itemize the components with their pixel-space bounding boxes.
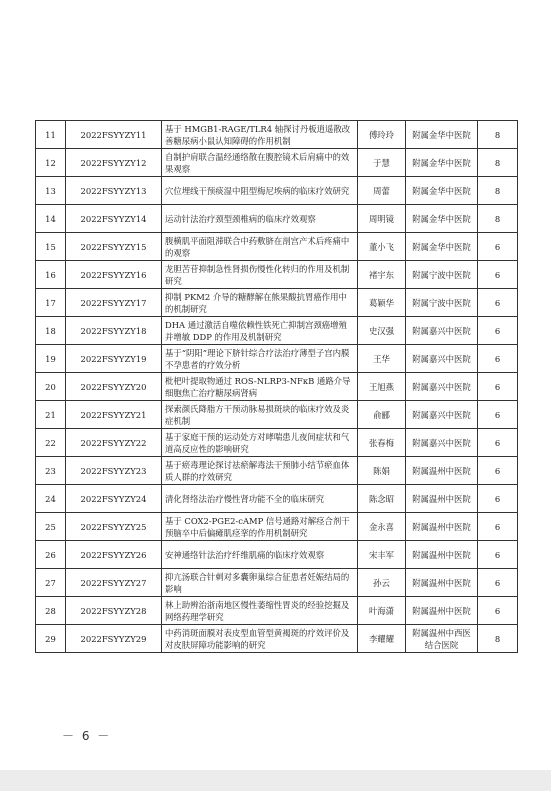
project-title: 探索颜氏降脂方干预动脉易损斑块的临床疗效及炎症机制 bbox=[162, 401, 358, 429]
row-number: 23 bbox=[36, 457, 66, 485]
funding-amount: 6 bbox=[478, 345, 518, 373]
project-title: 基于 COX2-PGE2-cAMP 信号通路对解痉合剂干预脑卒中后偏瘫肌痉挛的作用机制研究 bbox=[162, 513, 358, 541]
row-number: 24 bbox=[36, 485, 66, 513]
funding-amount: 8 bbox=[478, 625, 518, 653]
project-leader: 孙云 bbox=[358, 569, 406, 597]
project-code: 2022FSYYZY16 bbox=[66, 261, 162, 289]
table-row bbox=[36, 569, 518, 597]
funding-amount: 8 bbox=[478, 205, 518, 233]
project-leader: 宋丰军 bbox=[358, 541, 406, 569]
project-title: 抑制 PKM2 介导的糖酵解在熊果酸抗胃癌作用中的机制研究 bbox=[162, 289, 358, 317]
project-leader: 于慧 bbox=[358, 149, 406, 177]
project-code: 2022FSYYZY28 bbox=[66, 597, 162, 625]
funding-amount: 6 bbox=[478, 597, 518, 625]
row-number: 28 bbox=[36, 597, 66, 625]
affiliated-unit: 附属金华中医院 bbox=[406, 149, 478, 177]
table-row bbox=[36, 373, 518, 401]
row-number: 29 bbox=[36, 625, 66, 653]
project-code: 2022FSYYZY17 bbox=[66, 289, 162, 317]
project-code: 2022FSYYZY25 bbox=[66, 513, 162, 541]
funding-amount: 8 bbox=[478, 149, 518, 177]
row-number: 11 bbox=[36, 121, 66, 149]
project-code: 2022FSYYZY24 bbox=[66, 485, 162, 513]
project-code: 2022FSYYZY15 bbox=[66, 233, 162, 261]
funding-amount: 6 bbox=[478, 373, 518, 401]
project-code: 2022FSYYZY14 bbox=[66, 205, 162, 233]
project-code: 2022FSYYZY27 bbox=[66, 569, 162, 597]
project-code: 2022FSYYZY11 bbox=[66, 121, 162, 149]
project-code: 2022FSYYZY13 bbox=[66, 177, 162, 205]
project-leader: 张春梅 bbox=[358, 429, 406, 457]
project-code: 2022FSYYZY29 bbox=[66, 625, 162, 653]
project-code: 2022FSYYZY23 bbox=[66, 457, 162, 485]
project-leader: 陈念昭 bbox=[358, 485, 406, 513]
funding-amount: 6 bbox=[478, 401, 518, 429]
project-leader: 王旭燕 bbox=[358, 373, 406, 401]
row-number: 13 bbox=[36, 177, 66, 205]
affiliated-unit: 附属温州中医院 bbox=[406, 485, 478, 513]
project-leader: 葛颖华 bbox=[358, 289, 406, 317]
project-title: 基于家庭干预的运动处方对哮喘患儿夜间症状和气道高反应性的影响研究 bbox=[162, 429, 358, 457]
project-title: 基于瘀毒理论探讨祛瘀解毒法干预肺小结节瘀血体质人群的疗效研究 bbox=[162, 457, 358, 485]
table-row bbox=[36, 317, 518, 345]
row-number: 25 bbox=[36, 513, 66, 541]
project-code: 2022FSYYZY21 bbox=[66, 401, 162, 429]
affiliated-unit: 附属金华中医院 bbox=[406, 205, 478, 233]
project-table-body bbox=[36, 121, 518, 653]
funding-amount: 6 bbox=[478, 457, 518, 485]
table-row bbox=[36, 289, 518, 317]
funding-amount: 6 bbox=[478, 485, 518, 513]
project-leader: 王华 bbox=[358, 345, 406, 373]
affiliated-unit: 附属金华中医院 bbox=[406, 233, 478, 261]
funding-amount: 6 bbox=[478, 261, 518, 289]
project-leader: 傅玲玲 bbox=[358, 121, 406, 149]
table-row bbox=[36, 205, 518, 233]
table-row bbox=[36, 513, 518, 541]
funding-amount: 8 bbox=[478, 121, 518, 149]
project-title: 龙胆苦苷抑制急性肾损伤慢性化转归的作用及机制研究 bbox=[162, 261, 358, 289]
row-number: 12 bbox=[36, 149, 66, 177]
project-code: 2022FSYYZY18 bbox=[66, 317, 162, 345]
project-leader: 周蕾 bbox=[358, 177, 406, 205]
affiliated-unit: 附属温州中医院 bbox=[406, 541, 478, 569]
table-row bbox=[36, 485, 518, 513]
affiliated-unit: 附属宁波中医院 bbox=[406, 261, 478, 289]
funding-amount: 6 bbox=[478, 429, 518, 457]
funding-amount: 6 bbox=[478, 569, 518, 597]
table-row bbox=[36, 233, 518, 261]
project-table bbox=[35, 120, 518, 653]
project-title: 基于 HMGB1-RAGE/TLR4 轴探讨丹板逍遥散改善糖尿病小鼠认知障碍的作用机制 bbox=[162, 121, 358, 149]
project-leader: 李耀耀 bbox=[358, 625, 406, 653]
project-leader: 褚宇东 bbox=[358, 261, 406, 289]
project-code: 2022FSYYZY20 bbox=[66, 373, 162, 401]
affiliated-unit: 附属嘉兴中医院 bbox=[406, 429, 478, 457]
project-code: 2022FSYYZY12 bbox=[66, 149, 162, 177]
project-leader: 叶海潇 bbox=[358, 597, 406, 625]
funding-amount: 6 bbox=[478, 541, 518, 569]
project-leader: 陈娟 bbox=[358, 457, 406, 485]
funding-amount: 6 bbox=[478, 513, 518, 541]
table-row bbox=[36, 401, 518, 429]
viewer-bottom-strip bbox=[0, 770, 551, 791]
project-title: 基于“阴阳”理论下脐针综合疗法治疗薄型子宫内膜不孕患者的疗效分析 bbox=[162, 345, 358, 373]
affiliated-unit: 附属嘉兴中医院 bbox=[406, 401, 478, 429]
row-number: 17 bbox=[36, 289, 66, 317]
table-row bbox=[36, 149, 518, 177]
table-row bbox=[36, 261, 518, 289]
project-title: 运动针法治疗颈型颈椎病的临床疗效观察 bbox=[162, 205, 358, 233]
affiliated-unit: 附属温州中医院 bbox=[406, 597, 478, 625]
project-code: 2022FSYYZY22 bbox=[66, 429, 162, 457]
affiliated-unit: 附属嘉兴中医院 bbox=[406, 317, 478, 345]
page-number: － 6 － bbox=[62, 729, 112, 743]
row-number: 15 bbox=[36, 233, 66, 261]
project-title: 腹横肌平面阻滞联合中药敷脐在剖宫产术后疼痛中的观察 bbox=[162, 233, 358, 261]
row-number: 26 bbox=[36, 541, 66, 569]
table-row bbox=[36, 121, 518, 149]
affiliated-unit: 附属温州中西医结合医院 bbox=[406, 625, 478, 653]
table-row bbox=[36, 541, 518, 569]
project-title: 自制护肩联合温经通络散在腹腔镜术后肩痛中的效果观察 bbox=[162, 149, 358, 177]
affiliated-unit: 附属嘉兴中医院 bbox=[406, 345, 478, 373]
table-row bbox=[36, 345, 518, 373]
affiliated-unit: 附属温州中医院 bbox=[406, 513, 478, 541]
table-row bbox=[36, 177, 518, 205]
affiliated-unit: 附属温州中医院 bbox=[406, 457, 478, 485]
project-title: 抑亢汤联合针刺对多囊卵巢综合征患者妊娠结局的影响 bbox=[162, 569, 358, 597]
row-number: 14 bbox=[36, 205, 66, 233]
project-leader: 俞郦 bbox=[358, 401, 406, 429]
project-code: 2022FSYYZY19 bbox=[66, 345, 162, 373]
affiliated-unit: 附属宁波中医院 bbox=[406, 289, 478, 317]
funding-amount: 6 bbox=[478, 289, 518, 317]
project-code: 2022FSYYZY26 bbox=[66, 541, 162, 569]
row-number: 20 bbox=[36, 373, 66, 401]
affiliated-unit: 附属金华中医院 bbox=[406, 121, 478, 149]
project-leader: 周明镜 bbox=[358, 205, 406, 233]
funding-amount: 6 bbox=[478, 233, 518, 261]
project-leader: 史汉强 bbox=[358, 317, 406, 345]
row-number: 19 bbox=[36, 345, 66, 373]
row-number: 21 bbox=[36, 401, 66, 429]
row-number: 22 bbox=[36, 429, 66, 457]
affiliated-unit: 附属金华中医院 bbox=[406, 177, 478, 205]
project-title: 清化肾络法治疗慢性肾功能不全的临床研究 bbox=[162, 485, 358, 513]
project-title: 安神通络针法治疗纤维肌痛的临床疗效观察 bbox=[162, 541, 358, 569]
affiliated-unit: 附属温州中医院 bbox=[406, 569, 478, 597]
row-number: 16 bbox=[36, 261, 66, 289]
affiliated-unit: 附属嘉兴中医院 bbox=[406, 373, 478, 401]
project-title: DHA 通过激活自噬依赖性铁死亡抑制宫颈癌增殖并增敏 DDP 的作用及机制研究 bbox=[162, 317, 358, 345]
project-title: 中药消斑面膜对表皮型血管型黄褐斑的疗效评价及对皮肤屏障功能影响的研究 bbox=[162, 625, 358, 653]
project-title: 穴位埋线干预痰湿中阻型梅尼埃病的临床疗效研究 bbox=[162, 177, 358, 205]
funding-amount: 6 bbox=[478, 317, 518, 345]
table-row bbox=[36, 625, 518, 653]
project-leader: 董小飞 bbox=[358, 233, 406, 261]
row-number: 18 bbox=[36, 317, 66, 345]
table-row bbox=[36, 429, 518, 457]
row-number: 27 bbox=[36, 569, 66, 597]
table-row bbox=[36, 597, 518, 625]
funding-amount: 8 bbox=[478, 177, 518, 205]
project-title: 林上助辨治浙南地区慢性萎缩性胃炎的经验挖掘及网络药理学研究 bbox=[162, 597, 358, 625]
table-row bbox=[36, 457, 518, 485]
project-title: 枇杷叶提取物通过 ROS-NLRP3-NFκB 通路介导细胞焦亡治疗糖尿病肾病 bbox=[162, 373, 358, 401]
project-leader: 金永喜 bbox=[358, 513, 406, 541]
